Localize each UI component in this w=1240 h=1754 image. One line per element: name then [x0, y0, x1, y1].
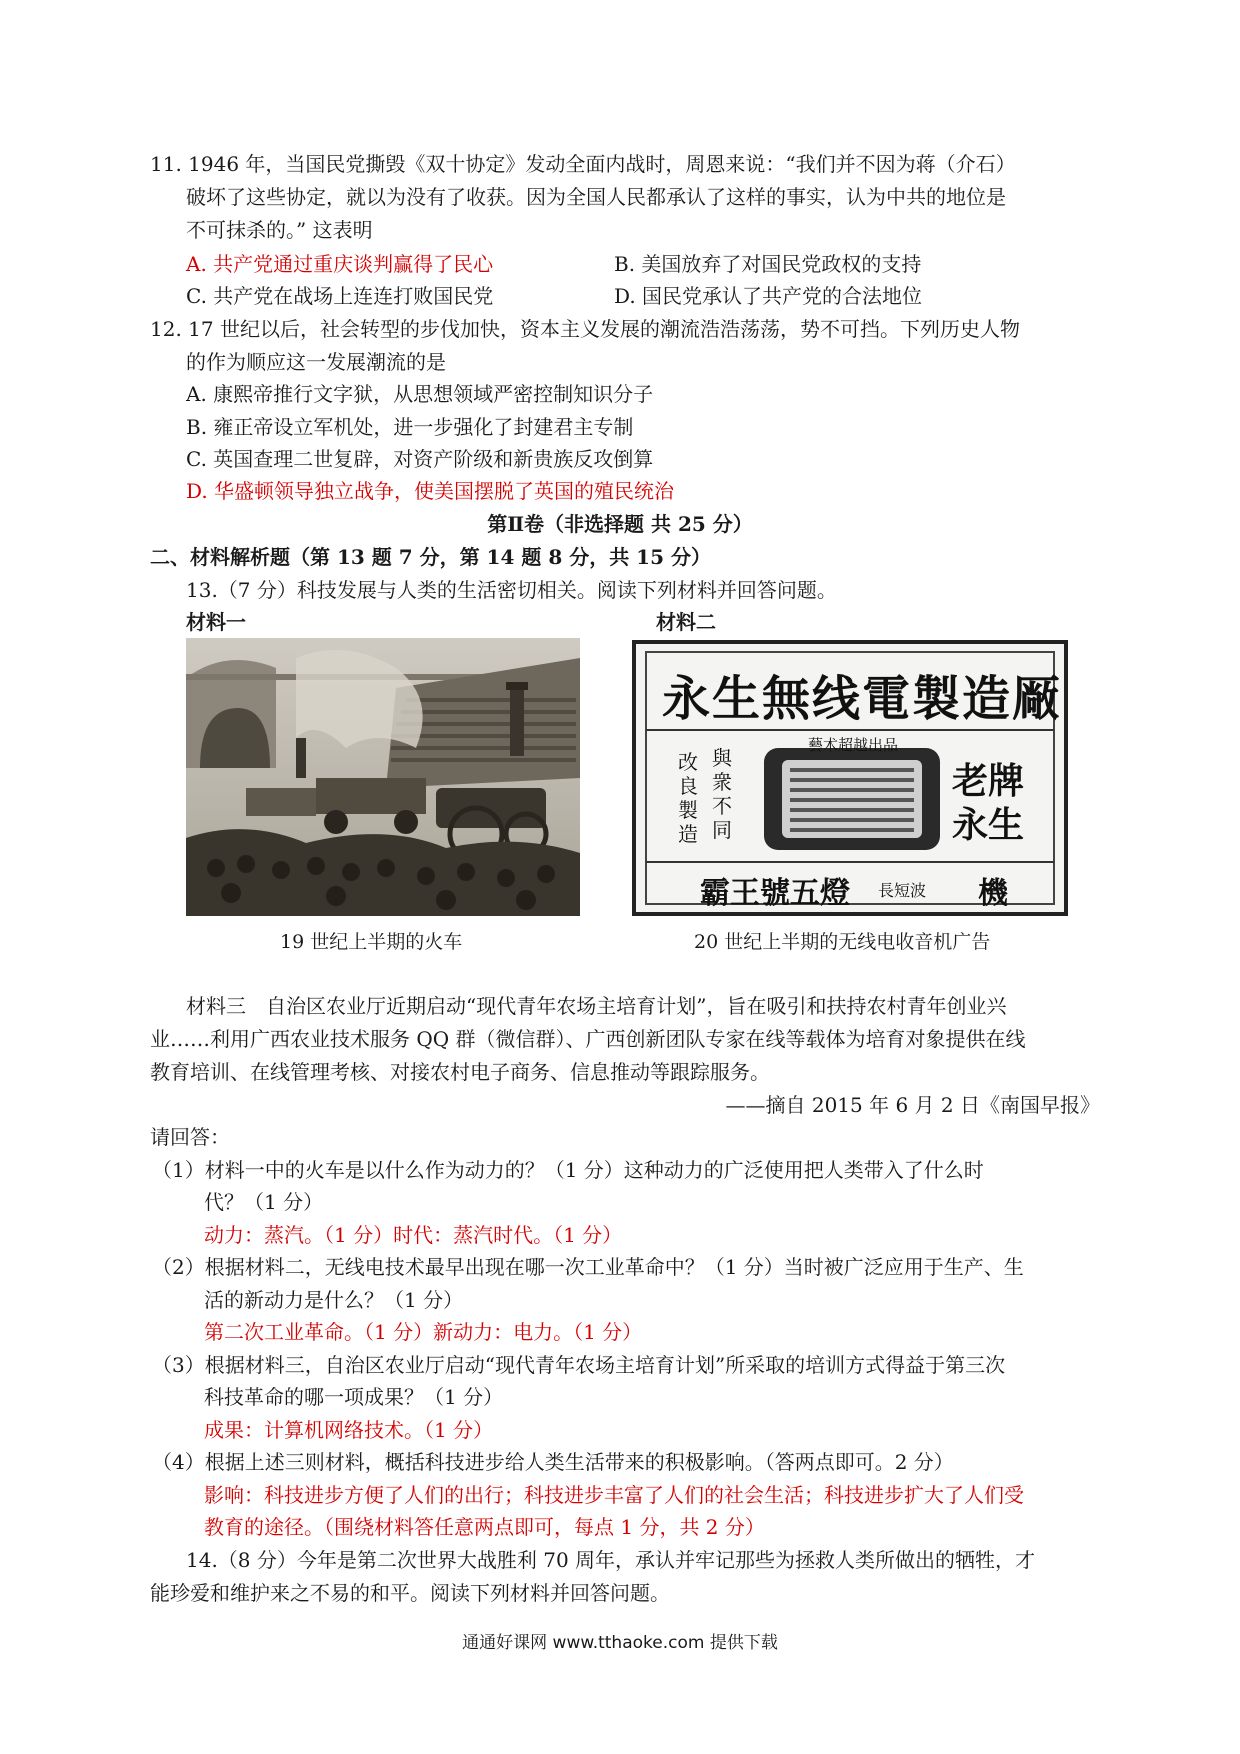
ad-model-name: 霸王號五燈 [700, 876, 850, 911]
q11-option-d: D. 国民党承认了共产党的合法地位 [614, 284, 923, 308]
ad-subline: 藝术超越出品 [808, 736, 899, 754]
caption-material-2: 20 世纪上半期的无线电收音机广告 [694, 931, 991, 953]
sub-question-1-line-1: （1）材料一中的火车是以什么作为动力的？（1 分）这种动力的广泛使用把人类带入了什么时 [152, 1158, 984, 1182]
q14-line-2: 能珍爱和维护来之不易的和平。阅读下列材料并回答问题。 [150, 1581, 670, 1605]
ad-left-slogan-a: 與衆不同 [712, 746, 732, 842]
material-2-label: 材料二 [656, 610, 716, 634]
sub-question-3-line-2: 科技革命的哪一项成果？（1 分） [204, 1385, 504, 1409]
answer-prompt: 请回答： [150, 1125, 230, 1149]
material-1-label: 材料一 [186, 610, 246, 634]
q11-line-2: 破坏了这些协定，就以为没有了收获。因为全国人民都承认了这样的事实，认为中共的地位是 [186, 185, 1006, 209]
radio-advertisement-image [632, 640, 1068, 916]
q11-line-1: 11. 1946 年，当国民党撕毁《双十协定》发动全面内战时，周恩来说：“我们并不因为蒋（介石） [150, 152, 1016, 176]
ad-model-end: 機 [978, 876, 1008, 911]
q14-line-1: 14.（8 分）今年是第二次世界大战胜利 70 周年，承认并牢记那些为拯救人类所做出的牺牲，才 [186, 1548, 1036, 1572]
ad-left-slogan-b: 改良製造 [678, 750, 698, 846]
q11-option-b: B. 美国放弃了对国民党政权的支持 [614, 252, 922, 276]
q12-line-1: 12. 17 世纪以后，社会转型的步伐加快，资本主义发展的潮流浩浩荡荡，势不可挡。下列历史人物 [150, 317, 1020, 341]
material-3-line-2: 业……利用广西农业技术服务 QQ 群（微信群）、广西创新团队专家在线等载体为培育对象提供在线 [150, 1027, 1026, 1051]
sub-question-1-line-2: 代？（1 分） [204, 1190, 324, 1214]
q12-option-b: B. 雍正帝设立军机处，进一步强化了封建君主专制 [186, 415, 634, 439]
sub-question-3-answer: 成果：计算机网络技术。（1 分） [204, 1418, 494, 1442]
q12-option-c: C. 英国查理二世复辟，对资产阶级和新贵族反攻倒算 [186, 447, 654, 471]
sub-question-4-line-1: （4）根据上述三则材料，概括科技进步给人类生活带来的积极影响。（答两点即可。2 分） [152, 1450, 954, 1474]
ad-headline: 永生無线電製造厰 [662, 671, 1063, 727]
q12-option-a: A. 康熙帝推行文字狱，从思想领域严密控制知识分子 [186, 382, 654, 406]
section-title: 第Ⅱ卷（非选择题 共 25 分） [487, 512, 753, 536]
material-3-source: ——摘自 2015 年 6 月 2 日《南国早报》 [725, 1093, 1100, 1117]
material-3-line-3: 教育培训、在线管理考核、对接农村电子商务、信息推动等跟踪服务。 [150, 1060, 770, 1084]
caption-material-1: 19 世纪上半期的火车 [280, 931, 463, 953]
q12-option-d: D. 华盛顿领导独立战争，使美国摆脱了英国的殖民统治 [186, 479, 675, 503]
footer-source: 通通好课网 www.tthaoke.com 提供下载 [462, 1633, 778, 1653]
sub-question-1-answer: 动力：蒸汽。（1 分）时代：蒸汽时代。（1 分） [204, 1223, 623, 1247]
ad-brand-right: 老牌 永生 [952, 761, 1025, 846]
q11-option-c: C. 共产党在战场上连连打败国民党 [186, 284, 494, 308]
train-engraving-image [186, 638, 580, 916]
sub-question-4-answer-1: 影响：科技进步方便了人们的出行；科技进步丰富了人们的社会生活；科技进步扩大了人们受 [204, 1483, 1024, 1507]
ad-band-note: 長短波 [878, 881, 927, 900]
material-3-line-1: 材料三 自治区农业厅近期启动“现代青年农场主培育计划”，旨在吸引和扶持农村青年创业兴 [186, 994, 1007, 1018]
sub-question-3-line-1: （3）根据材料三，自治区农业厅启动“现代青年农场主培育计划”所采取的培训方式得益于第三次 [152, 1353, 1006, 1377]
part2-heading: 二、材料解析题（第 13 题 7 分，第 14 题 8 分，共 15 分） [150, 545, 711, 569]
sub-question-2-line-1: （2）根据材料二，无线电技术最早出现在哪一次工业革命中？（1 分）当时被广泛应用于生产、生 [152, 1255, 1024, 1279]
q12-line-2: 的作为顺应这一发展潮流的是 [186, 350, 446, 374]
q11-option-a: A. 共产党通过重庆谈判赢得了民心 [186, 252, 494, 276]
q13-intro: 13.（7 分）科技发展与人类的生活密切相关。阅读下列材料并回答问题。 [186, 578, 837, 602]
sub-question-2-answer: 第二次工业革命。（1 分）新动力：电力。（1 分） [204, 1320, 643, 1344]
q11-line-3: 不可抹杀的。” 这表明 [186, 218, 373, 242]
sub-question-4-answer-2: 教育的途径。（围绕材料答任意两点即可，每点 1 分，共 2 分） [204, 1515, 765, 1539]
sub-question-2-line-2: 活的新动力是什么？（1 分） [204, 1288, 464, 1312]
